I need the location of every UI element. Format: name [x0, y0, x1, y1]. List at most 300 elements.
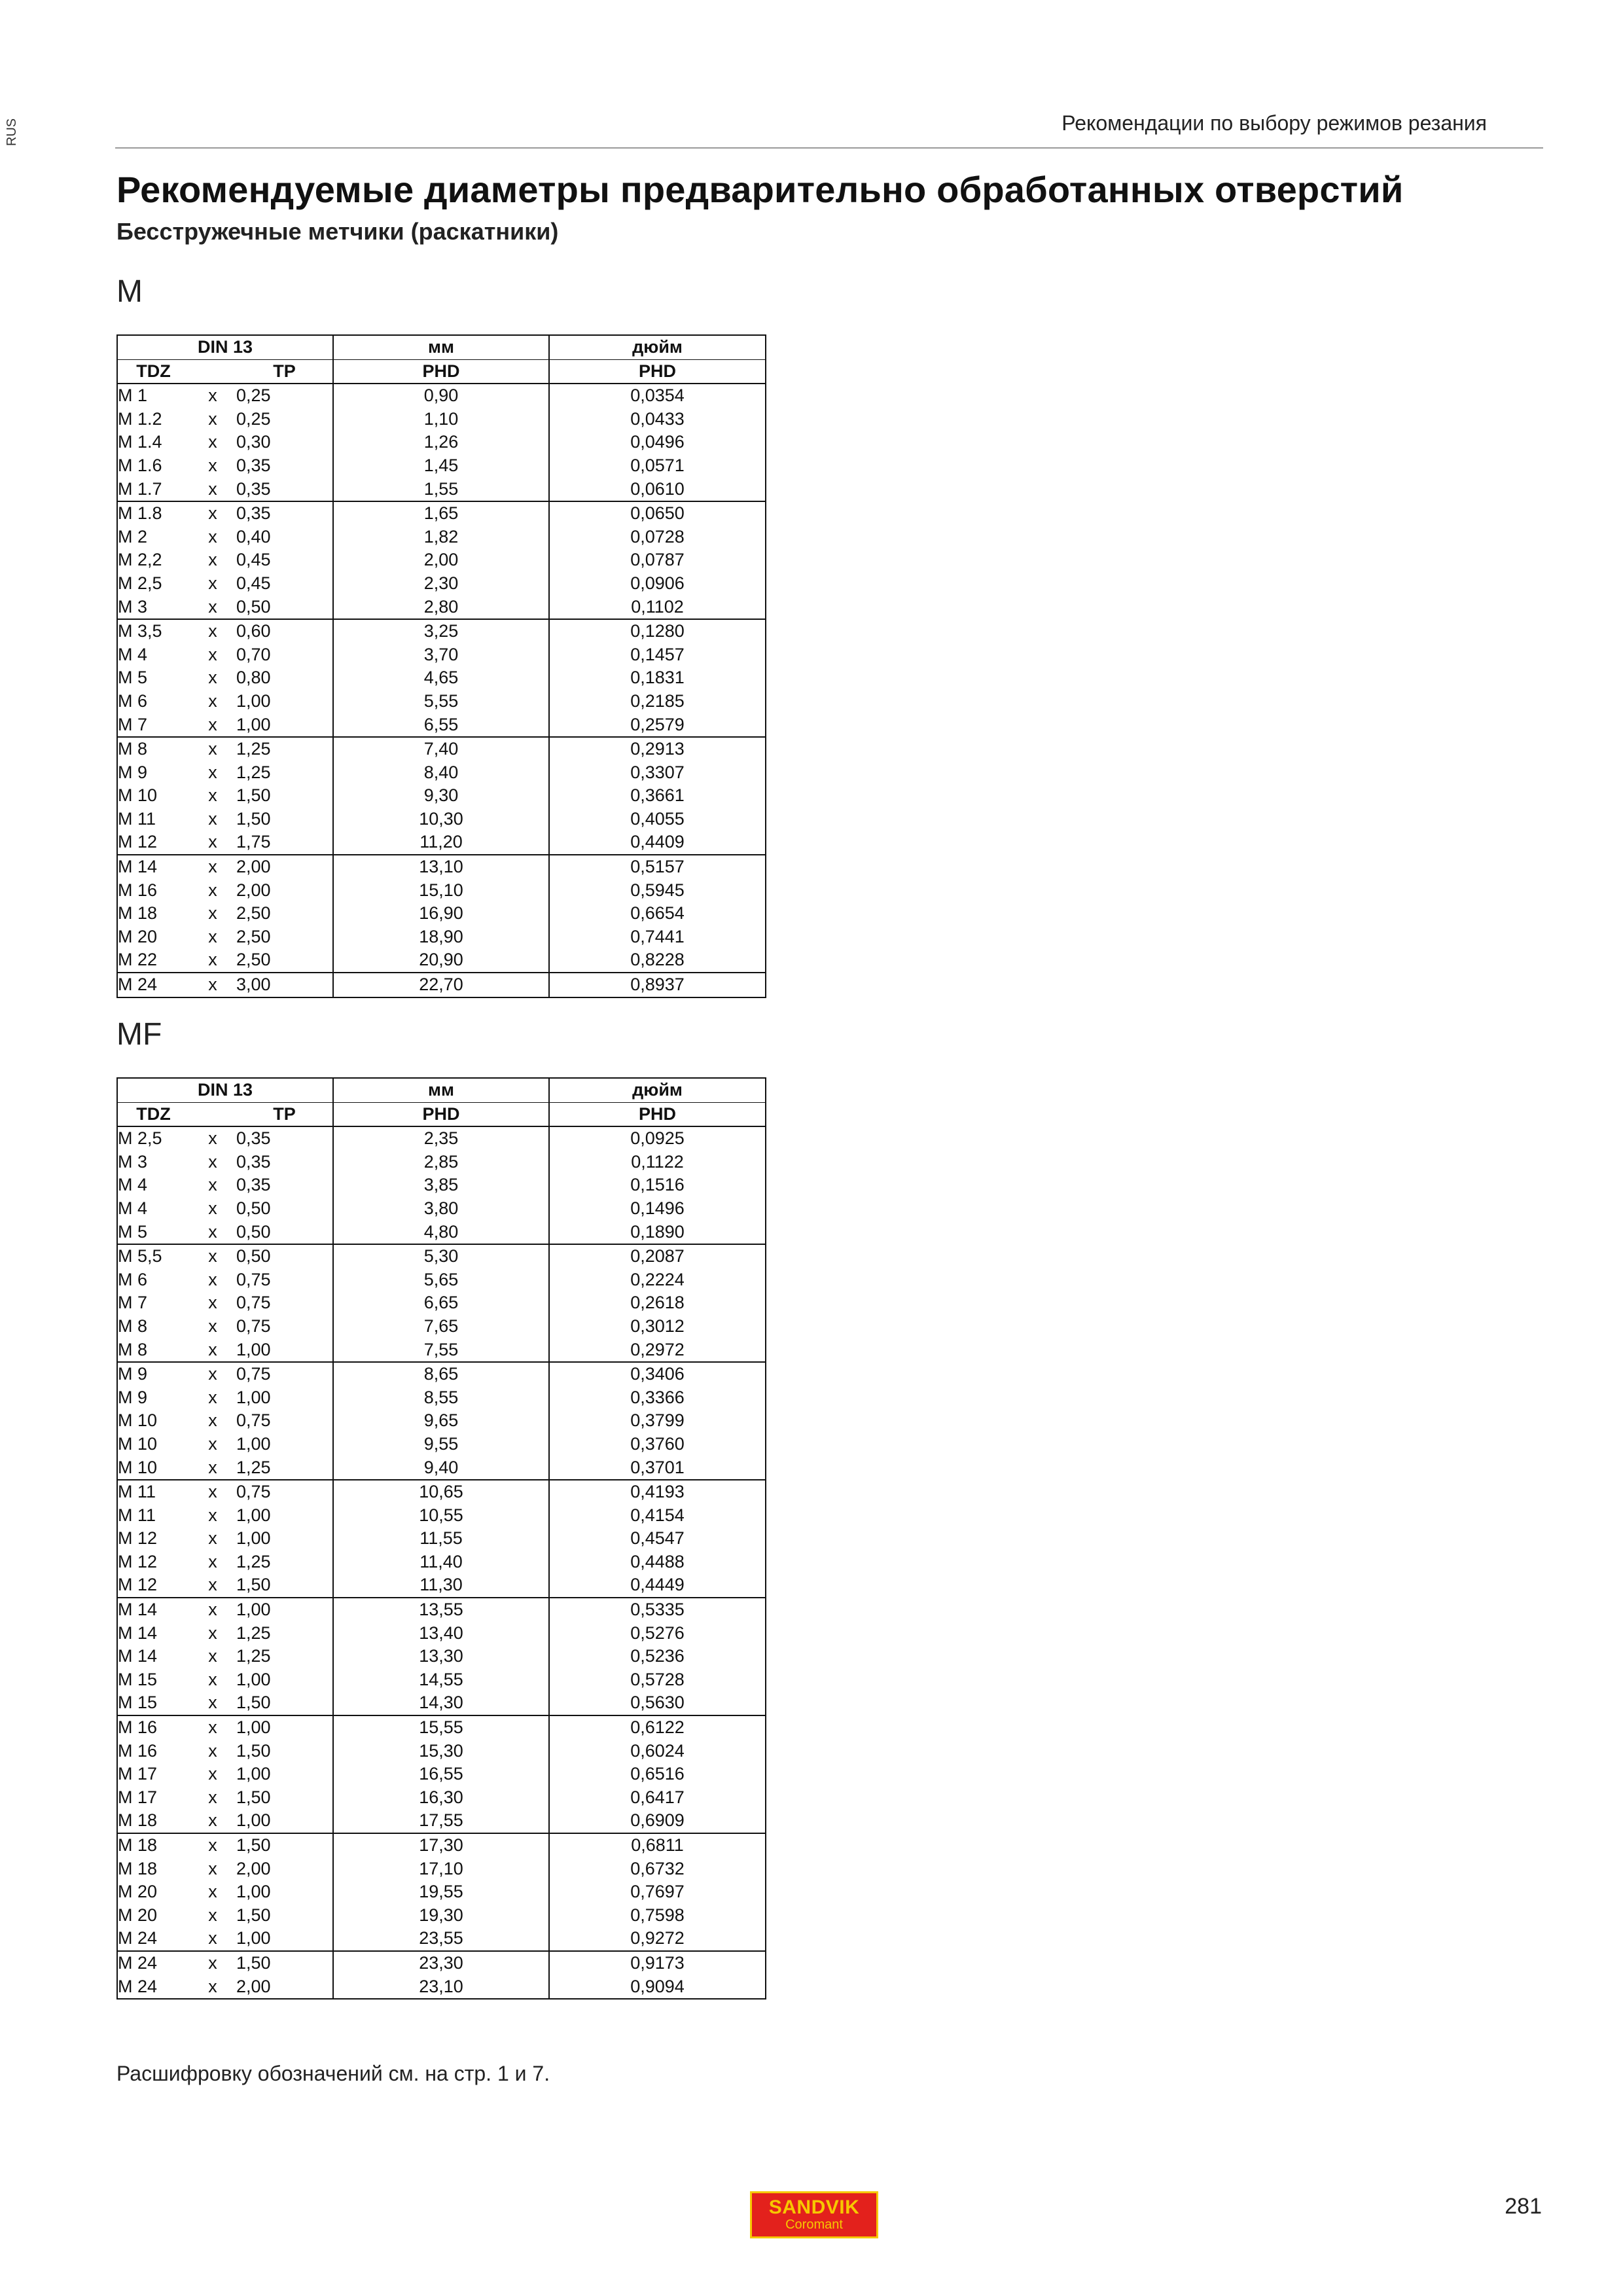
table-row [117, 1598, 766, 1622]
multiply-sign-cell: x [208, 739, 217, 759]
thread-size-cell: M 8 [118, 739, 148, 759]
phd-mm-cell: 2,30 [333, 572, 549, 596]
multiply-sign-cell: x [208, 808, 217, 829]
multiply-sign-cell: x [208, 1646, 217, 1666]
multiply-sign-cell: x [208, 1669, 217, 1689]
phd-inch-cell: 0,4409 [549, 831, 766, 855]
phd-inch-cell: 0,0650 [549, 501, 766, 526]
multiply-sign-cell: x [208, 1717, 217, 1738]
phd-inch-cell: 0,9094 [549, 1975, 766, 2000]
thread-size-cell: M 14 [118, 1623, 158, 1643]
phd-mm-cell: 3,25 [333, 619, 549, 643]
table-row [117, 1740, 766, 1763]
phd-mm-cell: 2,35 [333, 1126, 549, 1151]
pitch-cell: 1,50 [236, 808, 271, 829]
table-row [117, 501, 766, 526]
thread-size-cell: M 9 [118, 1364, 148, 1384]
phd-inch-cell: 0,1102 [549, 596, 766, 620]
phd-inch-cell: 0,1496 [549, 1197, 766, 1221]
phd-inch-cell: 0,6516 [549, 1763, 766, 1786]
phd-inch-cell: 0,4154 [549, 1504, 766, 1528]
table-row [117, 948, 766, 973]
phd-inch-cell: 0,0433 [549, 408, 766, 431]
phd-inch-cell: 0,2185 [549, 690, 766, 713]
thread-size-cell: M 2,5 [118, 1128, 162, 1149]
pitch-cell: 1,00 [236, 1528, 271, 1549]
table-row [117, 1268, 766, 1292]
phd-inch-cell: 0,4488 [549, 1551, 766, 1574]
phd-mm-header: PHD [333, 359, 549, 384]
pitch-cell: 1,25 [236, 739, 271, 759]
phd-mm-cell: 3,85 [333, 1174, 549, 1197]
phd-mm-cell: 16,30 [333, 1786, 549, 1810]
phd-mm-cell: 14,55 [333, 1668, 549, 1692]
din-header: DIN 13 [117, 1078, 333, 1102]
pitch-cell: 1,00 [236, 1338, 333, 1363]
phd-inch-cell: 0,0571 [549, 454, 766, 478]
phd-inch-cell: 0,8937 [549, 973, 766, 997]
pitch-cell: 0,50 [236, 596, 333, 620]
phd-mm-cell: 15,10 [333, 879, 549, 903]
thread-size-cell: M 20 [118, 1905, 158, 1925]
phd-inch-cell: 0,6122 [549, 1715, 766, 1740]
multiply-sign-cell: x [208, 503, 217, 524]
thread-size-cell: M 2,5 [118, 573, 162, 593]
table-row [117, 973, 766, 997]
multiply-sign-cell: x [208, 1528, 217, 1549]
pitch-cell: 1,00 [236, 1600, 271, 1620]
thread-size-cell: M 7 [117, 713, 189, 738]
pitch-cell: 0,35 [236, 1151, 271, 1172]
table-row [117, 855, 766, 879]
table-row [117, 1763, 766, 1786]
phd-inch-cell: 0,0906 [549, 572, 766, 596]
multiply-sign-cell: x [208, 926, 217, 946]
thread-size-cell: M 12 [118, 1528, 158, 1549]
phd-mm-cell: 9,40 [333, 1456, 549, 1480]
pitch-cell: 0,50 [236, 1221, 333, 1245]
table-row [117, 831, 766, 855]
thread-size-cell: M 6 [118, 1269, 148, 1289]
phd-inch-cell: 0,6909 [549, 1809, 766, 1833]
pitch-cell: 1,25 [236, 1646, 271, 1666]
tp-header: TP [236, 359, 333, 384]
thread-size-cell: M 5,5 [118, 1246, 162, 1266]
multiply-sign-cell: x [189, 1809, 236, 1833]
multiply-sign-cell: x [208, 857, 217, 877]
pitch-cell: 1,50 [236, 1835, 271, 1855]
phd-inch-cell: 0,2913 [549, 737, 766, 761]
multiply-sign-cell: x [208, 1882, 217, 1902]
thread-size-cell: M 15 [117, 1691, 189, 1715]
table-row [117, 1809, 766, 1833]
pitch-cell: 1,00 [236, 1764, 271, 1784]
pitch-cell: 1,25 [236, 1623, 271, 1643]
mm-header: мм [333, 1078, 549, 1102]
phd-inch-cell: 0,0728 [549, 526, 766, 549]
multiply-sign-cell: x [208, 1410, 217, 1431]
phd-inch-cell: 0,2579 [549, 713, 766, 738]
phd-inch-cell: 0,1516 [549, 1174, 766, 1197]
thread-size-cell: M 1 [118, 386, 148, 406]
multiply-sign-cell: x [189, 713, 236, 738]
phd-inch-cell: 0,7441 [549, 925, 766, 949]
inch-header: дюйм [549, 335, 766, 359]
pitch-cell: 1,50 [236, 1952, 271, 1973]
multiply-sign-cell: x [208, 1764, 217, 1784]
phd-mm-cell: 9,65 [333, 1409, 549, 1433]
phd-inch-cell: 0,0925 [549, 1126, 766, 1151]
thread-size-cell: M 16 [118, 1740, 158, 1761]
multiply-sign-cell: x [208, 668, 217, 688]
multiply-sign-cell: x [208, 1976, 217, 1996]
header-divider [115, 147, 1543, 149]
phd-mm-cell: 3,80 [333, 1197, 549, 1221]
multiply-sign-cell: x [208, 1787, 217, 1807]
table-row [117, 1409, 766, 1433]
pitch-cell: 1,50 [236, 1905, 271, 1925]
thread-size-cell: M 12 [118, 1551, 158, 1571]
thread-size-cell: M 15 [118, 1669, 158, 1689]
phd-mm-cell: 2,00 [333, 548, 549, 572]
phd-mm-cell: 8,65 [333, 1362, 549, 1386]
table-row [117, 1668, 766, 1692]
phd-inch-cell: 0,2972 [549, 1338, 766, 1363]
multiply-sign-cell: x [208, 621, 217, 641]
thread-size-cell: M 9 [118, 762, 148, 782]
thread-size-cell: M 3 [117, 596, 189, 620]
thread-size-cell: M 1.8 [118, 503, 162, 524]
phd-mm-cell: 16,55 [333, 1763, 549, 1786]
table-row [117, 1833, 766, 1857]
multiply-sign-cell: x [189, 478, 236, 502]
pitch-cell: 1,00 [236, 691, 271, 711]
thread-size-cell: M 17 [118, 1787, 158, 1807]
logo-brand: SANDVIK [768, 2197, 860, 2218]
table-row [117, 1691, 766, 1715]
pitch-cell: 1,50 [236, 1787, 271, 1807]
table-row [117, 902, 766, 925]
inch-header: дюйм [549, 1078, 766, 1102]
pitch-cell: 0,75 [236, 1364, 271, 1384]
multiply-sign-cell: x [208, 432, 217, 452]
phd-mm-cell: 1,10 [333, 408, 549, 431]
pitch-cell: 1,00 [236, 1669, 271, 1689]
pitch-cell: 1,00 [236, 713, 333, 738]
thread-size-cell: M 4 [118, 1198, 148, 1218]
phd-mm-cell: 4,65 [333, 666, 549, 690]
table-row [117, 761, 766, 785]
pitch-cell: 0,75 [236, 1410, 271, 1431]
table-row [117, 1244, 766, 1268]
thread-size-cell: M 16 [118, 880, 158, 900]
phd-mm-cell: 11,20 [333, 831, 549, 855]
phd-inch-cell: 0,3307 [549, 761, 766, 785]
phd-mm-cell: 1,26 [333, 431, 549, 454]
table-row [117, 737, 766, 761]
multiply-sign-cell: x [208, 1151, 217, 1172]
multiply-sign-cell: x [208, 1198, 217, 1218]
thread-size-cell: M 1.4 [118, 432, 162, 452]
table-row [117, 879, 766, 903]
multiply-sign-cell: x [189, 831, 236, 855]
thread-size-cell: M 4 [118, 1175, 148, 1195]
phd-inch-cell: 0,5728 [549, 1668, 766, 1692]
table-row [117, 1315, 766, 1338]
thread-size-cell: M 4 [118, 644, 148, 664]
phd-inch-cell: 0,9272 [549, 1927, 766, 1951]
thread-size-cell: M 8 [118, 1316, 148, 1336]
phd-mm-cell: 7,55 [333, 1338, 549, 1363]
multiply-sign-cell: x [208, 1293, 217, 1313]
phd-inch-cell: 0,3799 [549, 1409, 766, 1433]
pitch-cell: 2,50 [236, 948, 333, 973]
multiply-sign-cell: x [208, 1269, 217, 1289]
multiply-sign-cell: x [208, 1246, 217, 1266]
thread-size-cell: M 5 [117, 1221, 189, 1245]
thread-size-cell: M 3,5 [118, 621, 162, 641]
phd-mm-cell: 15,55 [333, 1715, 549, 1740]
phd-mm-cell: 17,55 [333, 1809, 549, 1833]
table-row [117, 1786, 766, 1810]
table-row [117, 478, 766, 502]
multiply-sign-cell: x [208, 408, 217, 429]
phd-mm-cell: 3,70 [333, 643, 549, 667]
pitch-cell: 0,25 [236, 386, 271, 406]
pitch-cell: 0,75 [236, 1293, 271, 1313]
phd-mm-cell: 18,90 [333, 925, 549, 949]
running-head: Рекомендации по выбору режимов резания [1061, 111, 1487, 135]
mf-thread-table [116, 1077, 766, 2000]
multiply-sign-cell: x [208, 785, 217, 806]
table-row [117, 808, 766, 831]
phd-inch-cell: 0,4547 [549, 1527, 766, 1551]
multiply-sign-cell: x [208, 880, 217, 900]
pitch-cell: 0,75 [236, 1482, 271, 1502]
phd-inch-cell: 0,4055 [549, 808, 766, 831]
table-row [117, 548, 766, 572]
phd-inch-cell: 0,1280 [549, 619, 766, 643]
pitch-cell: 1,75 [236, 831, 333, 855]
multiply-sign-cell: x [208, 1505, 217, 1525]
phd-mm-cell: 16,90 [333, 902, 549, 925]
thread-size-cell: M 1.2 [118, 408, 162, 429]
thread-size-cell: M 1.6 [118, 455, 162, 475]
phd-inch-cell: 0,5157 [549, 855, 766, 879]
phd-mm-cell: 6,65 [333, 1291, 549, 1315]
table-row [117, 1291, 766, 1315]
phd-inch-cell: 0,7598 [549, 1904, 766, 1928]
table-row [117, 1433, 766, 1456]
phd-inch-cell: 0,7697 [549, 1880, 766, 1904]
phd-mm-cell: 7,65 [333, 1315, 549, 1338]
pitch-cell: 1,00 [236, 1809, 333, 1833]
pitch-cell: 0,70 [236, 644, 271, 664]
phd-mm-cell: 19,55 [333, 1880, 549, 1904]
pitch-cell: 1,00 [236, 1882, 271, 1902]
table-row [117, 1573, 766, 1598]
pitch-cell: 0,35 [236, 1175, 271, 1195]
table-row [117, 1480, 766, 1504]
phd-inch-cell: 0,4449 [549, 1573, 766, 1598]
multiply-sign-cell: x [208, 644, 217, 664]
pitch-cell: 2,50 [236, 903, 271, 924]
thread-size-cell: M 24 [118, 975, 158, 995]
multiply-sign-cell: x [189, 1221, 236, 1245]
phd-mm-cell: 13,30 [333, 1645, 549, 1668]
multiply-sign-cell: x [208, 1128, 217, 1149]
pitch-cell: 0,25 [236, 408, 271, 429]
pitch-cell: 1,50 [236, 785, 271, 806]
thread-size-cell: M 2,2 [118, 550, 162, 570]
thread-size-cell: M 3 [118, 1151, 148, 1172]
phd-mm-cell: 6,55 [333, 713, 549, 738]
tp-header: TP [236, 1102, 333, 1126]
pitch-cell: 2,00 [236, 1858, 271, 1878]
pitch-cell: 1,50 [236, 1573, 333, 1598]
pitch-cell: 0,35 [236, 1128, 271, 1149]
thread-size-cell: M 10 [118, 1410, 158, 1431]
multiply-sign-cell: x [208, 1482, 217, 1502]
multiply-sign-cell: x [208, 550, 217, 570]
pitch-cell: 0,35 [236, 455, 271, 475]
pitch-cell: 0,45 [236, 550, 271, 570]
multiply-sign-cell: x [189, 1927, 236, 1951]
table-row [117, 1504, 766, 1528]
thread-size-cell: M 14 [118, 1646, 158, 1666]
page-number: 281 [1505, 2194, 1542, 2219]
pitch-cell: 2,00 [236, 880, 271, 900]
thread-size-cell: M 11 [118, 1505, 156, 1525]
phd-mm-cell: 11,30 [333, 1573, 549, 1598]
pitch-cell: 1,50 [236, 1740, 271, 1761]
phd-mm-cell: 17,10 [333, 1857, 549, 1881]
phd-inch-cell: 0,3012 [549, 1315, 766, 1338]
phd-mm-cell: 13,55 [333, 1598, 549, 1622]
m-thread-table [116, 334, 766, 998]
phd-inch-cell: 0,5945 [549, 879, 766, 903]
table-row [117, 431, 766, 454]
phd-mm-cell: 11,55 [333, 1527, 549, 1551]
phd-inch-cell: 0,6811 [549, 1833, 766, 1857]
phd-mm-cell: 19,30 [333, 1904, 549, 1928]
thread-size-cell: M 11 [118, 1482, 156, 1502]
table-row [117, 1151, 766, 1174]
pitch-cell: 0,80 [236, 668, 271, 688]
phd-mm-cell: 9,55 [333, 1433, 549, 1456]
multiply-sign-cell: x [208, 1600, 217, 1620]
table-row [117, 572, 766, 596]
multiply-sign-cell: x [208, 526, 217, 547]
phd-mm-cell: 1,55 [333, 478, 549, 502]
phd-inch-cell: 0,6732 [549, 1857, 766, 1881]
page-subtitle: Бесстружечные метчики (раскатники) [116, 218, 559, 245]
phd-mm-cell: 14,30 [333, 1691, 549, 1715]
phd-inch-cell: 0,2087 [549, 1244, 766, 1268]
page-title: Рекомендуемые диаметры предварительно обработанных отверстий [116, 169, 1404, 210]
table-row [117, 1362, 766, 1386]
pitch-cell: 0,30 [236, 432, 271, 452]
pitch-cell: 3,00 [236, 975, 271, 995]
table-row [117, 1126, 766, 1151]
pitch-cell: 2,50 [236, 926, 271, 946]
thread-size-cell: M 18 [118, 903, 158, 924]
section-label-mf: MF [116, 1017, 162, 1052]
pitch-cell: 2,00 [236, 1976, 271, 1996]
table-row [117, 666, 766, 690]
table-row [117, 526, 766, 549]
table-row [117, 1857, 766, 1881]
phd-inch-cell: 0,6024 [549, 1740, 766, 1763]
thread-size-cell: M 10 [118, 1433, 158, 1454]
thread-size-cell: M 9 [118, 1387, 148, 1407]
phd-mm-cell: 5,65 [333, 1268, 549, 1292]
phd-mm-cell: 2,80 [333, 596, 549, 620]
pitch-cell: 0,50 [236, 1246, 271, 1266]
multiply-sign-cell: x [208, 975, 217, 995]
phd-mm-cell: 17,30 [333, 1833, 549, 1857]
pitch-cell: 0,50 [236, 1198, 271, 1218]
phd-mm-cell: 5,55 [333, 690, 549, 713]
phd-mm-cell: 23,10 [333, 1975, 549, 2000]
table-row [117, 1927, 766, 1951]
phd-inch-cell: 0,5236 [549, 1645, 766, 1668]
phd-inch-cell: 0,1890 [549, 1221, 766, 1245]
multiply-sign-cell: x [208, 1952, 217, 1973]
multiply-sign-cell: x [208, 1740, 217, 1761]
phd-inch-cell: 0,6417 [549, 1786, 766, 1810]
thread-size-cell: M 18 [118, 1858, 158, 1878]
multiply-sign-cell: x [208, 762, 217, 782]
thread-size-cell: M 18 [118, 1835, 158, 1855]
phd-inch-cell: 0,8228 [549, 948, 766, 973]
table-row [117, 1715, 766, 1740]
phd-inch-cell: 0,3760 [549, 1433, 766, 1456]
phd-inch-cell: 0,3701 [549, 1456, 766, 1480]
thread-size-cell: M 2 [118, 526, 148, 547]
phd-mm-cell: 20,90 [333, 948, 549, 973]
thread-size-cell: M 6 [118, 691, 148, 711]
table-row [117, 1951, 766, 1975]
phd-inch-cell: 0,0354 [549, 384, 766, 408]
phd-mm-cell: 2,85 [333, 1151, 549, 1174]
thread-size-cell: M 12 [117, 1573, 189, 1598]
multiply-sign-cell: x [208, 573, 217, 593]
multiply-sign-cell: x [208, 1175, 217, 1195]
phd-mm-cell: 9,30 [333, 784, 549, 808]
pitch-cell: 1,50 [236, 1691, 333, 1715]
phd-mm-cell: 1,45 [333, 454, 549, 478]
phd-inch-header: PHD [549, 359, 766, 384]
phd-mm-cell: 11,40 [333, 1551, 549, 1574]
multiply-sign-cell: x [208, 1387, 217, 1407]
phd-inch-cell: 0,4193 [549, 1480, 766, 1504]
table-row [117, 1527, 766, 1551]
table-row [117, 1645, 766, 1668]
phd-inch-cell: 0,6654 [549, 902, 766, 925]
phd-inch-cell: 0,2224 [549, 1268, 766, 1292]
phd-inch-cell: 0,3366 [549, 1386, 766, 1410]
logo-sub: Coromant [785, 2217, 843, 2232]
phd-mm-cell: 1,82 [333, 526, 549, 549]
table-row [117, 384, 766, 408]
pitch-cell: 1,00 [236, 1717, 271, 1738]
phd-mm-cell: 23,55 [333, 1927, 549, 1951]
footnote: Расшифровку обозначений см. на стр. 1 и 7. [116, 2062, 550, 2085]
mm-header: мм [333, 335, 549, 359]
thread-size-cell: M 24 [117, 1927, 189, 1951]
phd-mm-cell: 8,55 [333, 1386, 549, 1410]
